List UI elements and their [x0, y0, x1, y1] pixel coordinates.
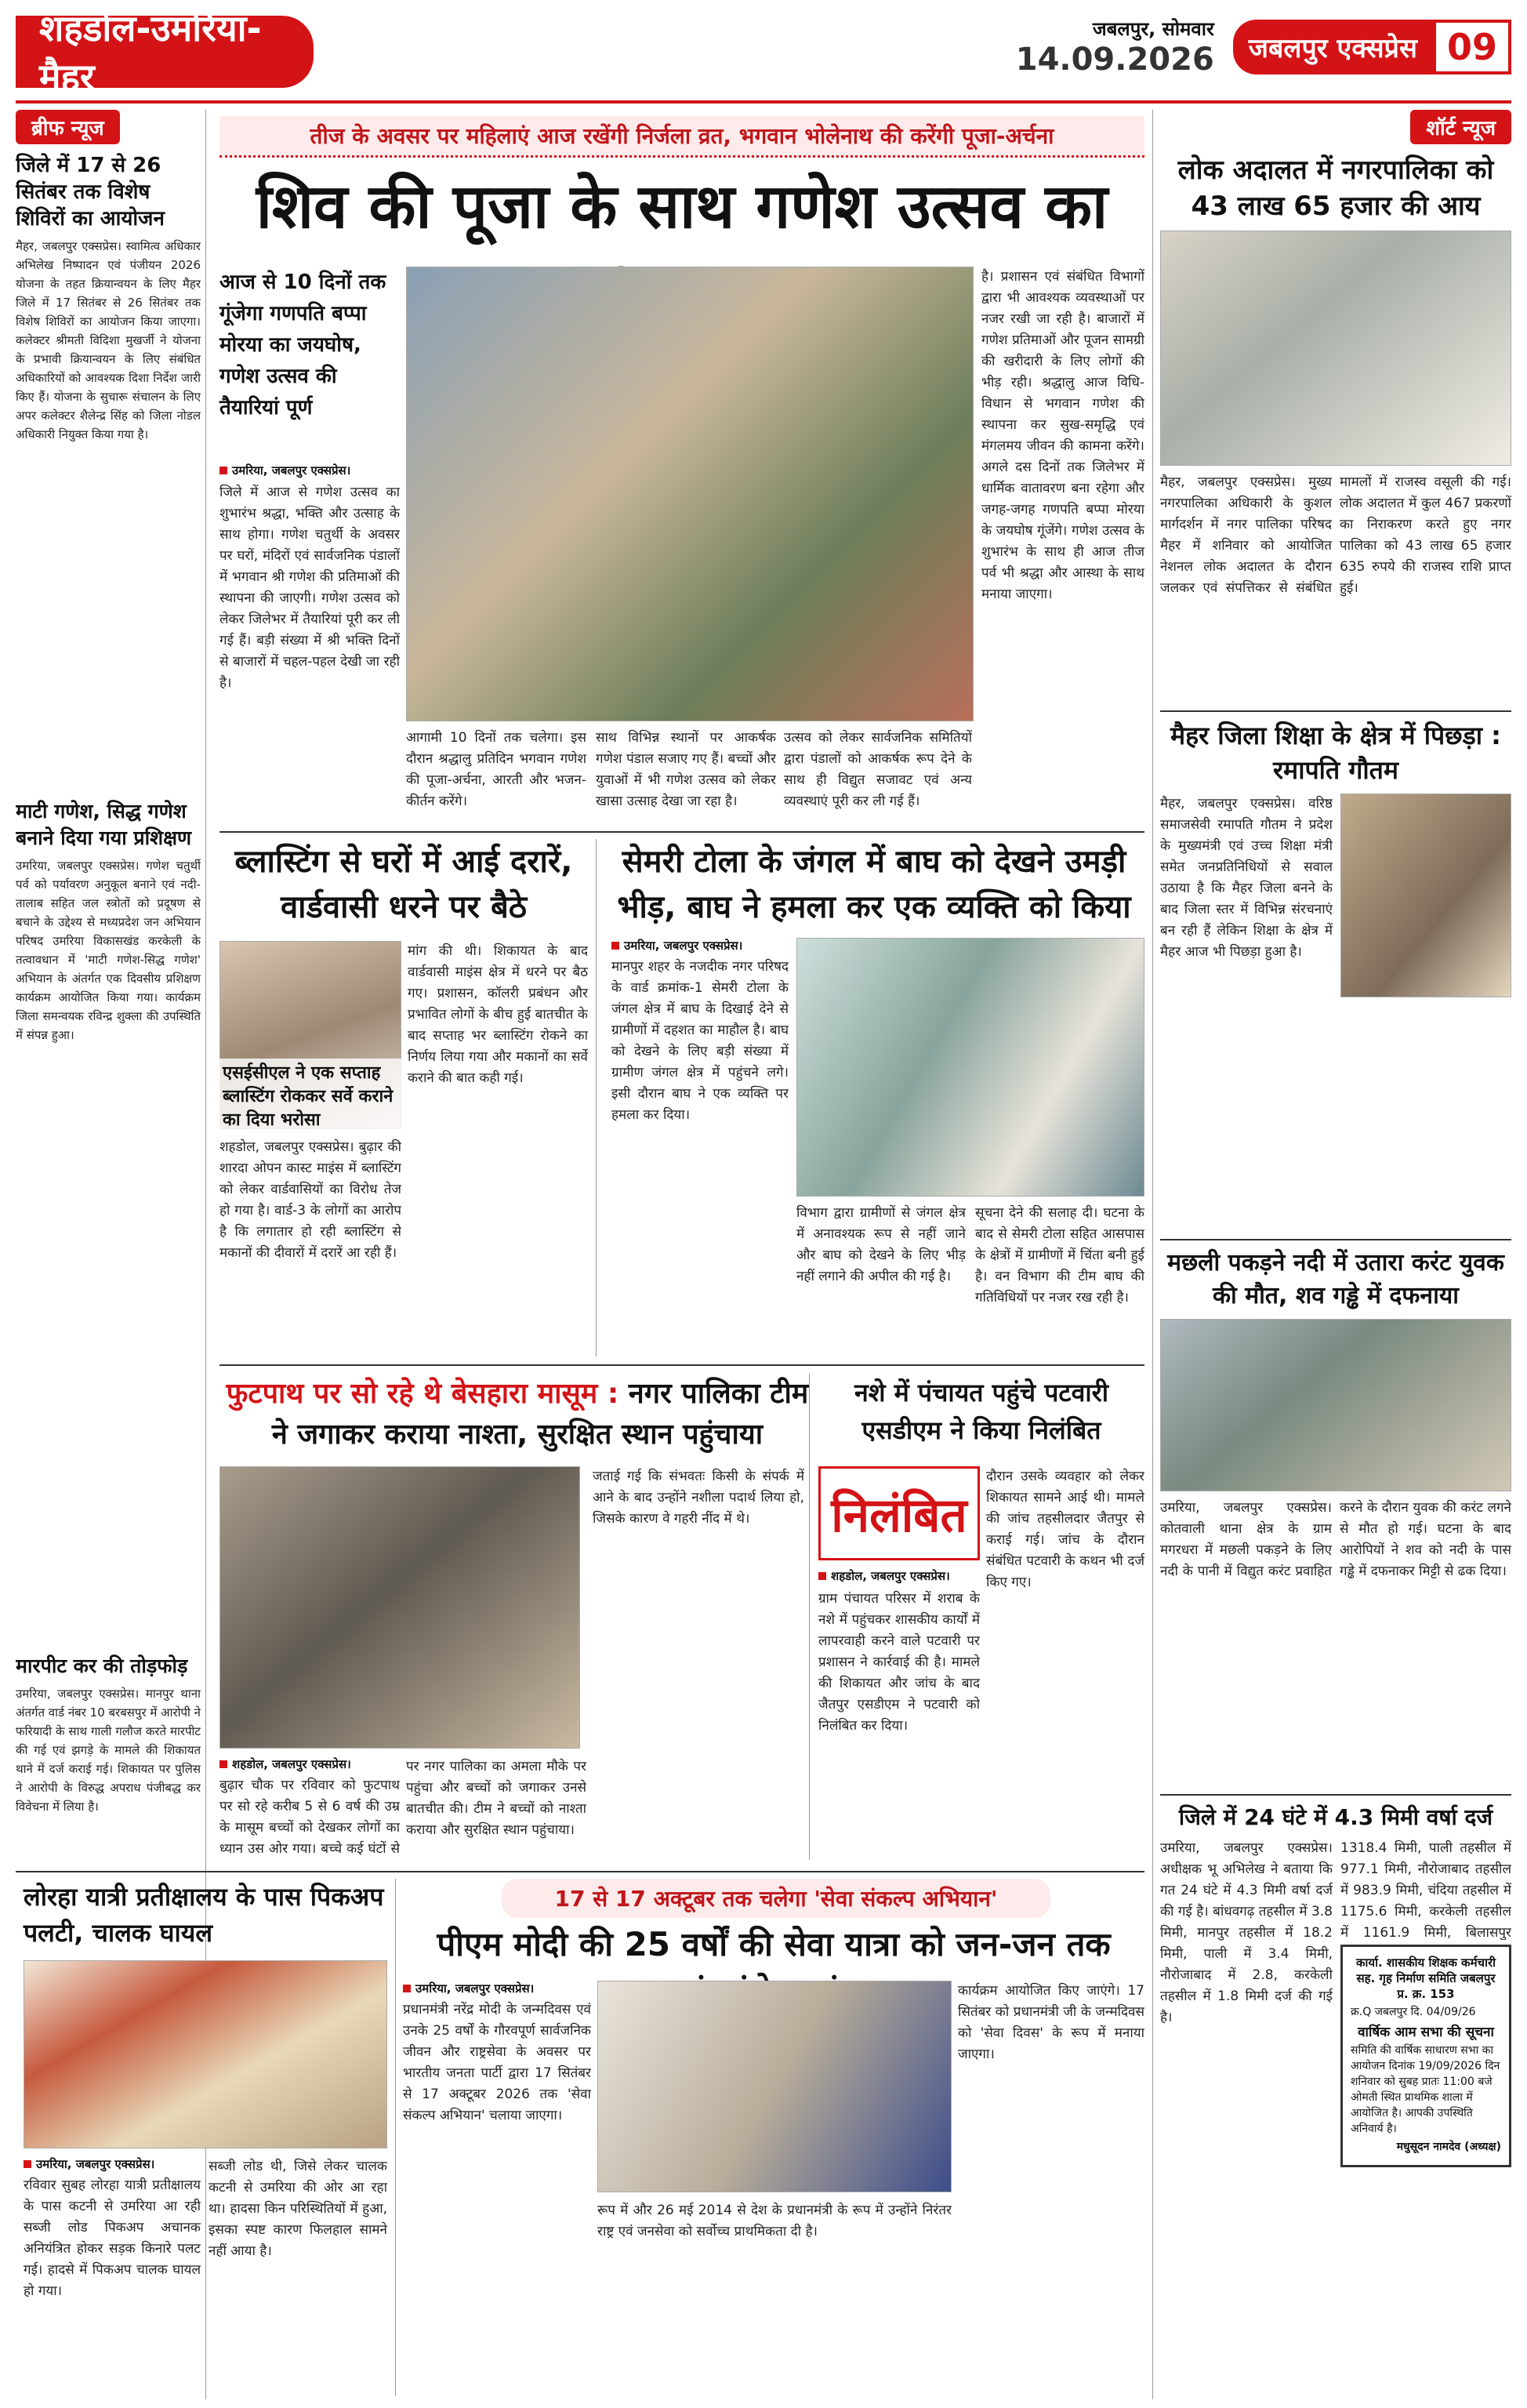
lead-col-2: आगामी 10 दिनों तक चलेगा। इस दौरान श्रद्धालु प्रतिदिन भगवान गणेश की पूजा-अर्चना, आरती और भजन-कीर्तन करेंगे। [406, 730, 586, 809]
rule-right-3 [1160, 1794, 1511, 1796]
column-divider-right [1152, 110, 1153, 2399]
right-column [1160, 110, 1511, 2399]
sewa-kicker: 17 से 17 अक्टूबर तक चलेगा 'सेवा संकल्प अभियान' [502, 1879, 1050, 1918]
section-banner: शहडोल-उमरिया-मैहर [16, 16, 314, 88]
blasting-headline: ब्लास्टिंग से घरों में आई दरारें, वार्डवासी धरने पर बैठे [234, 844, 573, 925]
rainfall-body-cont: 1318.4 मिमी, पाली तहसील में 977.1 मिमी, नौरोजाबाद तहसील में 983.9 मिमी, चंदिया तहसील में 1175.6 मिमी, करकेली तहसील में 1161.9 मिमी, बिलासपुर [1340, 1840, 1511, 1940]
notice-body: समिति की वार्षिक साधारण सभा का आयोजन दिनांक 19/09/2026 दिन शनिवार को सुबह प्रातः 11:00 बजे ओमती स्थित प्राथमिक शाला में आयोजित है। आपकी उपस्थिति अनिवार्य है। [1351, 2044, 1500, 2135]
sewa-col-3: कार्यक्रम आयोजित किए जाएंगे। 17 सितंबर को प्रधानमंत्री जी के जन्मदिवस को 'सेवा दिवस' के रूप में मनाया जाएगा। [958, 1983, 1144, 2062]
patwari-headline: नशे में पंचायत पहुंचे पटवारी एसडीएम ने किया निलंबित [854, 1378, 1109, 1445]
sewa-col-2: रूप में और 26 मई 2014 से देश के प्रधानमंत्री के रूप में उन्होंने निरंतर राष्ट्र एवं जनसेवा को सर्वोच्च प्राथमिकता दी है। [597, 2203, 952, 2239]
education-headline: मैहर जिला शिक्षा के क्षेत्र में पिछड़ा : रमापति गौतम [1170, 721, 1501, 785]
education-body: मैहर, जबलपुर एक्सप्रेस। वरिष्ठ समाजसेवी रमापति गौतम ने प्रदेश के मुख्यमंत्री एवं उच्च शिक्षा मंत्री समेत जनप्रतिनिधियों से सवाल उठाया है कि मैहर जिला बनने के बाद जिला स्तर में विभिन्न संरचनाएं बन रही हैं लेकिन शिक्षा के क्षेत्र में मैहर आज भी पिछड़ा हुआ है। [1160, 796, 1333, 960]
tiger-col-3: सूचना देने की सलाह दी। घटना के बाद से सेमरी टोला सहित आसपास के क्षेत्रों में ग्रामीणों में चिंता बनी हुई है। वन विभाग की टीम बाघ की गतिविधियों पर नजर रख रही है। [975, 1205, 1144, 1306]
rule-lower [16, 1871, 1144, 1872]
rainfall-headline: जिले में 24 घंटे में 4.3 मिमी वर्षा दर्ज [1178, 1804, 1493, 1830]
society-meeting-notice [1340, 1945, 1511, 2167]
sewa-headline: पीएम मोदी की 25 वर्षों की सेवा यात्रा को जन-जन तक [437, 1925, 1111, 1963]
masthead-right [1016, 16, 1511, 78]
notice-title: कार्या. शासकीय शिक्षक कर्मचारी सह. गृह निर्माण समिति जबलपुर प्र. क्र. 153 [1356, 1956, 1496, 2001]
sewa-photo-press-conference [597, 1981, 952, 2192]
footpath-headline [219, 1374, 815, 1455]
lead-col-4: उत्सव को लेकर सार्वजनिक समितियों द्वारा पंडालों को आकर्षक रूप देने के साथ ही विद्युत सजावट एवं अन्य व्यवस्थाएं पूरी कर ली गई हैं। [784, 730, 972, 809]
lead-subheadline: आज से 10 दिनों तक गूंजेगा गणपति बप्पा मोरया का जयघोष, गणेश उत्सव की तैयारियां पूर्ण [219, 271, 386, 419]
rule-lead [219, 831, 1144, 833]
pickup-headline: लोरहा यात्री प्रतीक्षालय के पास पिकअप पलटी, चालक घायल [24, 1882, 384, 1948]
lead-kicker: तीज के अवसर पर महिलाएं आज रखेंगी निर्जला व्रत, भगवान भोलेनाथ की करेंगी पूजा-अर्चना [219, 116, 1144, 158]
tiger-col-2: विभाग द्वारा ग्रामीणों से जंगल क्षेत्र में अनावश्यक रूप से नहीं जाने और बाघ को देखने के लिए भीड़ नहीं लगाने की अपील की गई है। [796, 1205, 966, 1284]
lok-adalat-photo [1160, 231, 1511, 466]
blasting-col-1: शहडोल, जबलपुर एक्सप्रेस। बुढ़ार की शारदा ओपन कास्ट माइंस में ब्लास्टिंग को लेकर वार्डवासियों का विरोध तेज हो गया है। वार्ड-3 के लोगों का आरोप है कि लगातार हो रही ब्लास्टिंग से मकानों की दीवारों में दरारें आ रही हैं। [219, 1139, 401, 1261]
short-news-tag: शॉर्ट न्यूज [1410, 110, 1511, 144]
blasting-col-2: मांग की थी। शिकायत के बाद वार्डवासी माइंस क्षेत्र में धरने पर बैठ गए। प्रशासन, कॉलरी प्रबंधन और प्रभावित लोगों के बीच हुई बातचीत के बाद सप्ताह भर ब्लास्टिंग रोकने का निर्णय लिया गया और मकानों का सर्वे कराने की बात कही गई। [408, 943, 588, 1086]
sewa-col-1: प्रधानमंत्री नरेंद्र मोदी के जन्मदिवस एवं उनके 25 वर्षों के गौरवपूर्ण सार्वजनिक जीवन और राष्ट्रसेवा के अवसर पर भारतीय जनता पार्टी द्वारा 17 सितंबर से 17 अक्टूबर 2026 तक 'सेवा संकल्प अभियान' चलाया जाएगा। [403, 2002, 591, 2123]
lead-col-5: है। प्रशासन एवं संबंधित विभागों द्वारा भी आवश्यक व्यवस्थाओं पर नजर रखी जा रही है। बाजारों में गणेश प्रतिमाओं और पूजन सामग्री की खरीदारी के लिए लोगों की भीड़ रही। श्रद्धालु आज विधि-विधान से भगवान गणेश की स्थापना कर सुख-समृद्धि एवं मंगलमय जीवन की कामना करेंगे। अगले दस दिनों तक जिलेभर में धार्मिक वातावरण बना रहेगा और जगह-जगह गणपति बप्पा मोरया के जयघोष गूंजेंगे। गणेश उत्सव के शुभारंभ के साथ ही आज तीज पर्व भी श्रद्धा और आस्था के साथ मनाया जाएगा। [981, 269, 1144, 602]
divider-story6 [395, 1879, 396, 2396]
footpath-col-1: बुढ़ार चौक पर रविवार को फुटपाथ पर सो रहे करीब 5 से 6 वर्ष की उम्र के मासूम बच्चों को देखकर लोगों का ध्यान उस ओर गया। बच्चे कई घंटों से [219, 1778, 400, 1857]
notice-heading: वार्षिक आम सभा की सूचना [1358, 2025, 1494, 2040]
pickup-col-1: रविवार सुबह लोरहा यात्री प्रतीक्षालय के पास कटनी से उमरिया आ रही सब्जी लोड पिकअप अचानक अनियंत्रित होकर सड़क किनारे पलट गई। हादसे में पिकअप चालक घायल हो गया। [24, 2177, 201, 2299]
page-number: 09 [1433, 20, 1511, 74]
lead-photo-ganesh-idols [406, 267, 974, 721]
footpath-headline-main: नगर पालिका टीम ने जगाकर कराया नाश्ता, सुरक्षित स्थान पहुंचाया [271, 1378, 809, 1451]
rainfall-body: उमरिया, जबलपुर एक्सप्रेस। अधीक्षक भू अभिलेख ने बताया कि गत 24 घंटे में 4.3 मिमी वर्षा दर्ज की गई है। बांधवगढ़ तहसील में 3.8 मिमी, मानपुर तहसील में 18.2 मिमी, पाली में 3.4 मिमी, नौरोजाबाद में 2.8, करकेली तहसील में 1.8 मिमी दर्ज की गई है। [1160, 1840, 1333, 2025]
brief-headline-2: माटी गणेश, सिद्ध गणेश बनाने दिया गया प्रशिक्षण [16, 800, 192, 849]
lead-col-1: जिले में आज से गणेश उत्सव का शुभारंभ श्रद्धा, भक्ति और उत्साह के साथ होगा। गणेश चतुर्थी के अवसर पर घरों, मंदिरों एवं सार्वजनिक पंडालों में भगवान श्री गणेश की प्रतिमाओं की स्थापना की जाएगी। गणेश उत्सव को लेकर जिलेभर में तैयारियां पूरी कर ली गई हैं। बड़ी संख्या में श्री भक्ति दिनों से बाजारों में चहल-पहल देखी जा रही है। [219, 485, 400, 691]
top-rule [16, 100, 1511, 104]
blasting-photo-caption: एसईसीएल ने एक सप्ताह ब्लास्टिंग रोककर सर्वे कराने का दिया भरोसा [219, 1059, 401, 1135]
footpath-byline: शहडोल, जबलपुर एक्सप्रेस। [219, 1756, 400, 1772]
lok-adalat-body: मैहर, जबलपुर एक्सप्रेस। मुख्य नगरपालिका अधिकारी के कुशल मार्गदर्शन में नगर पालिका परिषद मैहर में शनिवार को आयोजित नेशनल लोक अदालत के दौरान जलकर एवं संपत्तिकर से संबंधित मामलों में राजस्व वसूली की गई। लोक अदालत में कुल 467 प्रकरणों का निराकरण करते हुए नगर पालिका को 43 लाख 65 हजार 635 रुपये की राजस्व राशि प्राप्त हुई। [1160, 474, 1511, 596]
tiger-headline: सेमरी टोला के जंगल में बाघ को देखने उमड़ी भीड़, बाघ ने हमला कर एक व्यक्ति को किया [617, 844, 1131, 925]
lead-byline: उमरिया, जबलपुर एक्सप्रेस। [219, 463, 400, 478]
dateline [1016, 16, 1214, 78]
rule-right-1 [1160, 710, 1511, 712]
electrocution-headline: मछली पकड़ने नदी में उतारा करंट युवक की मौत, शव गड्ढे में दफनाया [1167, 1249, 1504, 1309]
patwari-byline: शहडोल, जबलपुर एक्सप्रेस। [818, 1568, 980, 1584]
brief-headline-3: मारपीट कर की तोड़फोड़ [16, 1654, 188, 1677]
electrocution-body: उमरिया, जबलपुर एक्सप्रेस। कोतवाली थाना क्षेत्र के ग्राम मगरधरा में मछली पकड़ने के लिए नदी के पानी में विद्युत करंट प्रवाहित करने के दौरान युवक की करंट लगने से मौत हो गई। घटना के बाद आरोपियों ने शव को नदी के पास गड्ढे में दफनाकर मिट्टी से ढक दिया। [1160, 1500, 1511, 1579]
footpath-photo-children [219, 1466, 580, 1749]
police-station-photo [1160, 1319, 1511, 1491]
issue-date: 14.09.2026 [1015, 42, 1214, 78]
sewa-byline: उमरिया, जबलपुर एक्सप्रेस। [403, 1981, 591, 1996]
pickup-byline: उमरिया, जबलपुर एक्सप्रेस। [24, 2156, 204, 2172]
pickup-col-2: सब्जी लोड थी, जिसे लेकर चालक कटनी से उमरिया की ओर आ रहा था। हादसा किन परिस्थितियों में हुआ, इसका स्पष्ट कारण फिलहाल सामने नहीं आया है। [209, 2159, 387, 2259]
pickup-photo-accident [24, 1960, 387, 2148]
tiger-byline: उमरिया, जबलपुर एक्सप्रेस। [611, 938, 792, 953]
brief-body-1: मैहर, जबलपुर एक्सप्रेस। स्वामित्व अधिकार अभिलेख निष्पादन एवं पंजीयन 2026 योजना के तहत क्रियान्वयन के लिए मैहर जिले में 17 सितंबर से 26 सितंबर तक विशेष शिविरों का आयोजन किया जाएगा। कलेक्टर श्रीमती विदिशा मुखर्जी ने योजना के प्रभावी क्रियान्वयन के लिए संबंधित अधिकारियों को आवश्यक दिशा निर्देश जारी किए हैं। योजना के सुचारू संचालन के लिए अपर कलेक्टर शैलेन्द्र सिंह को जिला नोडल अधिकारी नियुक्त किया गया है। [16, 239, 201, 441]
notice-ref: क्र.Q जबलपुर दि. 04/09/26 [1351, 2006, 1476, 2018]
city-day: जबलपुर, सोमवार [1092, 18, 1214, 40]
brief-headline-1: जिले में 17 से 26 सितंबर तक विशेष शिविरों का आयोजन [16, 154, 165, 231]
brand-name: जबलपुर एक्सप्रेस [1233, 20, 1433, 74]
lead-col-3: साथ विभिन्न स्थानों पर आकर्षक गणेश पंडाल सजाए गए हैं। बच्चों और युवाओं में भी गणेश उत्सव को लेकर खासा उत्साह देखा जा रहा है। [596, 730, 776, 809]
patwari-col-1: ग्राम पंचायत परिसर में शराब के नशे में पहुंचकर शासकीय कार्यों में लापरवाही करने वाले पटवारी पर प्रशासन ने कार्रवाई की है। मामले की शिकायत और जांच के बाद जैतपुर एसडीएम ने पटवारी को निलंबित कर दिया। [818, 1591, 980, 1734]
footpath-col-3: जताई गई कि संभवतः किसी के संपर्क में आने के बाद उन्होंने नशीला पदार्थ लिया हो, जिसके कारण वे गहरी नींद में थे। [593, 1469, 804, 1527]
footpath-headline-red: फुटपाथ पर सो रहे थे बेसहारा मासूम : [226, 1378, 629, 1410]
rule-right-2 [1160, 1239, 1511, 1240]
tiger-photo-hospital [796, 938, 1144, 1197]
ramapati-gautam-photo [1340, 794, 1511, 997]
brief-body-3: उमरिया, जबलपुर एक्सप्रेस। मानपुर थाना अंतर्गत वार्ड नंबर 10 बरबसपुर में आरोपी ने फरियादी के साथ गाली गलौज करते मारपीट की गई एवं झगड़े के मामले की शिकायत थाने में दर्ज कराई गई। शिकायत पर पुलिस ने आरोपी के विरुद्ध अपराध पंजीबद्ध कर विवेचना में लिया है। [16, 1687, 201, 1814]
divider-story4 [809, 1374, 810, 1860]
lead-headline: शिव की पूजा के साथ गणेश उत्सव का [256, 172, 1108, 242]
footpath-col-2: पर नगर पालिका का अमला मौके पर पहुंचा और बच्चों को जगाकर उनसे बातचीत की। टीम ने बच्चों को नाश्ता कराया और सुरक्षित स्थान पहुंचाया। [406, 1759, 586, 1838]
notice-signature: मधुसूदन नामदेव (अध्यक्ष) [1396, 2141, 1501, 2153]
brief-news-tag: ब्रीफ न्यूज [16, 110, 120, 144]
lok-adalat-headline: लोक अदालत में नगरपालिका को 43 लाख 65 हजार की आय [1177, 154, 1494, 222]
suspended-stamp: निलंबित [818, 1466, 980, 1560]
brief-body-2: उमरिया, जबलपुर एक्सप्रेस। गणेश चतुर्थी पर्व को पर्यावरण अनुकूल बनाने एवं नदी-तालाब सहित जल स्त्रोतों को प्रदूषण से बचाने के उद्देश्य से मध्यप्रदेश जन अभियान परिषद उमरिया विकासखंड करकेली के तत्वावधान में 'माटी गणेश-सिद्ध गणेश' अभियान के अंतर्गत एक दिवसीय प्रशिक्षण कार्यक्रम आयोजित किया गया। कार्यक्रम जिला समन्वयक रविन्द्र शुक्ला की उपस्थिति में संपन्न हुआ। [16, 859, 201, 1042]
divider-story2 [596, 839, 597, 1357]
rule-mid [219, 1364, 1144, 1366]
tiger-col-1: मानपुर शहर के नजदीक नगर परिषद के वार्ड क्रमांक-1 सेमरी टोला के जंगल क्षेत्र में बाघ के दिखाई देने से ग्रामीणों में दहशत का माहौल है। बाघ को देखने के लिए बड़ी संख्या में ग्रामीण जंगल क्षेत्र में पहुंचने लगे। इसी दौरान बाघ ने एक व्यक्ति पर हमला कर दिया। [611, 959, 789, 1123]
patwari-col-2: दौरान उसके व्यवहार को लेकर शिकायत सामने आई थी। मामले की जांच तहसीलदार जैतपुर से कराई गई। जांच के दौरान संबंधित पटवारी के कथन भी दर्ज किए गए। [986, 1469, 1144, 1590]
